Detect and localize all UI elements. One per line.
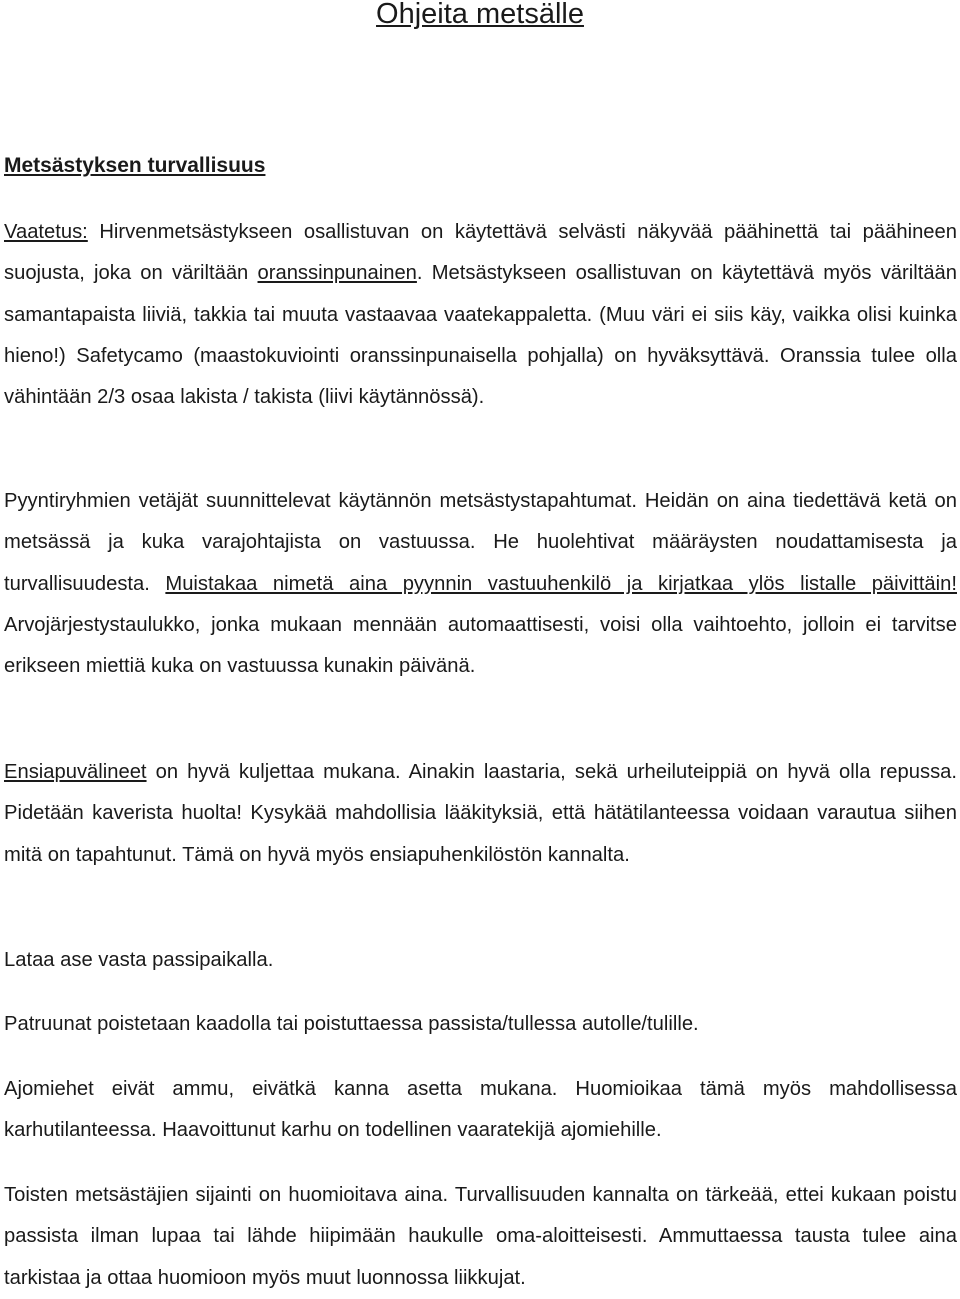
- first-aid-text: on hyvä kuljettaa mukana. Ainakin laastaria, sekä urheiluteippiä on hyvä olla repussa. Pidetään kaverista huolta! Kysykää mahdollisia lääkityksiä, että hätätilanteessa voidaan varautua siihen mitä on tapahtunut. Tämä on hyvä myös ensiapuhenkilöstön kannalta.: [4, 761, 957, 866]
- leaders-text-2: Arvojärjestystaulukko, jonka mukaan mennään automaattisesti, voisi olla vaihtoehto, jolloin ei tarvitse erikseen miettiä kuka on vastuussa kunakin päivänä.: [4, 613, 957, 678]
- paragraph-clothing: [4, 212, 957, 418]
- page-title: Ohjeita metsälle: [376, 0, 584, 30]
- paragraph-hunter-locations: [4, 1175, 957, 1299]
- locations-text: Toisten metsästäjien sijainti on huomioitava aina. Turvallisuuden kannalta on tärkeää, ettei kukaan poistu passista ilman lupaa tai lähde hiipimään haukulle oma-aloitteisesti. Ammuttaessa tausta tulee aina tarkistaa ja ottaa huomioon myös muut luonnossa liikkujat.: [4, 1184, 957, 1289]
- cartridges-text: Patruunat poistetaan kaadolla tai poistuttaessa passista/tullessa autolle/tulille.: [4, 1013, 699, 1035]
- paragraph-beaters: [4, 1069, 957, 1152]
- clothing-label: Vaatetus:: [4, 221, 88, 243]
- clothing-text-2: . Metsästykseen osallistuvan on käytettävä myös väriltään samantapaista liiviä, takkia tai muuta vastaavaa vaatekappaletta. (Muu väri ei siis käy, vaikka olisi kuinka hieno!) Safetycamo (maastokuviointi oranssinpunaisella pohjalla) on hyväksyttävä. Oranssia tulee olla vähintään 2/3 osaa lakista / takista (liivi käytännössä).: [4, 262, 958, 409]
- clothing-color-word: oranssinpunainen: [257, 262, 417, 285]
- paragraph-group-leaders: [4, 481, 957, 687]
- first-aid-label: Ensiapuvälineet: [4, 761, 147, 783]
- beaters-text: Ajomiehet eivät ammu, eivätkä kanna asetta mukana. Huomioikaa tämä myös mahdollisessa karhutilanteessa. Haavoittunut karhu on todellinen vaaratekijä ajomiehille.: [4, 1078, 957, 1142]
- leaders-text-1: Pyyntiryhmien vetäjät suunnittelevat käytännön metsästystapahtumat. Heidän on aina tiedettävä ketä on metsässä ja kuka varajohtajista on vastuussa. He huolehtivat määräysten noudattamisesta ja turvallisuudesta.: [4, 490, 957, 595]
- leaders-underlined-instruction: Muistakaa nimetä aina pyynnin vastuuhenkilö ja kirjatkaa ylös listalle päivittäin!: [165, 572, 957, 595]
- section-heading: Metsästyksen turvallisuus: [4, 154, 266, 177]
- paragraph-first-aid: [4, 752, 957, 876]
- clothing-text-1: Hirvenmetsästykseen osallistuvan on käytettävä selvästi näkyvää päähinettä tai päähineen suojusta, joka on väriltään: [4, 221, 957, 285]
- load-weapon-text: Lataa ase vasta passipaikalla.: [4, 949, 274, 971]
- paragraph-cartridges: [4, 1004, 957, 1045]
- paragraph-load-weapon: [4, 940, 957, 981]
